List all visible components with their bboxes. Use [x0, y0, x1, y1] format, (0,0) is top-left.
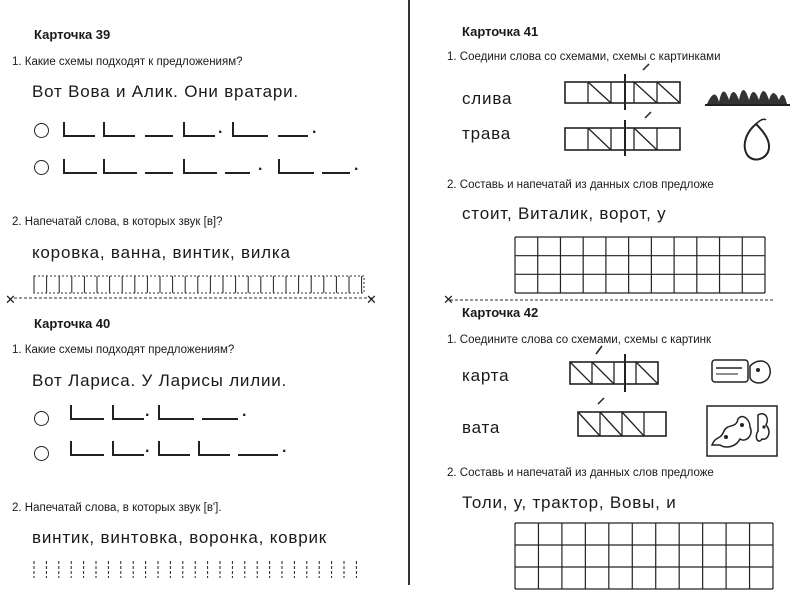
syllable-scheme-vata: [578, 400, 673, 446]
card-40-words: винтик, винтовка, воронка, коврик: [32, 528, 327, 547]
card-39-title: Карточка 39: [34, 27, 111, 42]
card-40-sentence: Вот Лариса. У Ларисы лилии.: [32, 371, 288, 390]
syllable-scheme-karta: [570, 342, 665, 392]
writing-grid: [515, 237, 770, 295]
plum-picture: [738, 120, 774, 162]
cut-line: [4, 291, 384, 305]
card-42-title: Карточка 42: [462, 305, 539, 320]
answer-option-circle[interactable]: [34, 123, 49, 138]
answer-option-circle[interactable]: [34, 160, 49, 175]
word-vata: вата: [462, 418, 501, 437]
card-40-task-2: 2. Напечатай слова, в которых звук [в'].: [12, 502, 222, 514]
syllable-scheme-sliva: [565, 70, 685, 110]
card-42-task-1: 1. Соедините слова со схемами, схемы с картинк: [447, 334, 712, 346]
card-39-task-1: 1. Какие схемы подходят к предложениям?: [12, 56, 243, 68]
postcard-picture: [710, 356, 775, 390]
page-divider: [408, 0, 410, 585]
word-karta: карта: [462, 366, 510, 385]
cotton-picture: [706, 405, 778, 457]
card-41-task-2: 2. Составь и напечатай из данных слов предложе: [447, 179, 714, 191]
answer-option-circle[interactable]: [34, 411, 49, 426]
card-39-task-2: 2. Напечатай слова, в которых звук [в]?: [12, 216, 223, 228]
writing-cells-strip: [34, 561, 359, 579]
card-41-words: стоит, Виталик, ворот, у: [462, 204, 667, 223]
card-42-words: Толи, у, трактор, Вовы, и: [462, 493, 677, 512]
scissors-icon: ✕: [443, 292, 454, 307]
scissors-icon: ✕: [366, 292, 377, 307]
answer-option-circle[interactable]: [34, 446, 49, 461]
writing-grid: [515, 523, 777, 591]
card-39-words: коровка, ванна, винтик, вилка: [32, 243, 291, 262]
scissors-icon: ✕: [5, 292, 16, 307]
card-42-task-2: 2. Составь и напечатай из данных слов предложе: [447, 467, 714, 479]
word-sliva: слива: [462, 89, 513, 108]
card-39-sentence: Вот Вова и Алик. Они вратари.: [32, 82, 299, 101]
syllable-scheme-trava: [565, 114, 685, 156]
card-40-task-1: 1. Какие схемы подходят предложениям?: [12, 344, 235, 356]
card-41-title: Карточка 41: [462, 24, 539, 39]
card-41-task-1: 1. Соедини слова со схемами, схемы с картинками: [447, 51, 721, 63]
word-trava: трава: [462, 124, 511, 143]
card-40-title: Карточка 40: [34, 316, 111, 331]
grass-picture: [705, 80, 790, 108]
